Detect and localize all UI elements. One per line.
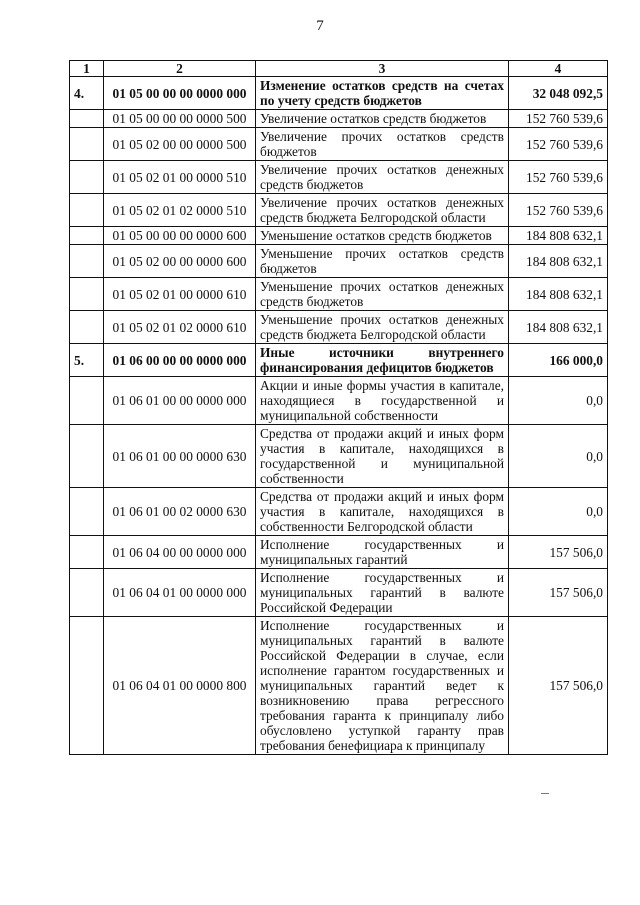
table-row <box>70 128 608 161</box>
budget-code-cell: 01 05 02 01 02 0000 610 <box>104 311 256 344</box>
source-name-cell: Средства от продажи акций и иных форм участия в капитале, находящихся в государственной и муниципальной собственности <box>256 425 509 488</box>
row-number-cell <box>70 569 104 617</box>
header-col-4: 4 <box>509 61 608 77</box>
table-row <box>70 311 608 344</box>
budget-code-cell: 01 05 02 01 00 0000 510 <box>104 161 256 194</box>
table-row <box>70 377 608 425</box>
row-number-cell <box>70 110 104 128</box>
budget-code-cell: 01 06 00 00 00 0000 000 <box>104 344 256 377</box>
budget-sources-table <box>69 60 608 755</box>
table-header-row <box>70 61 608 77</box>
amount-cell: 184 808 632,1 <box>509 227 608 245</box>
table-row <box>70 161 608 194</box>
row-number-cell <box>70 278 104 311</box>
source-name-cell: Иные источники внутреннего финансирования дефицитов бюджетов <box>256 344 509 377</box>
budget-code-cell: 01 05 02 01 00 0000 610 <box>104 278 256 311</box>
header-col-3: 3 <box>256 61 509 77</box>
amount-cell: 157 506,0 <box>509 617 608 755</box>
amount-cell: 32 048 092,5 <box>509 77 608 110</box>
table-row <box>70 77 608 110</box>
amount-cell: 0,0 <box>509 425 608 488</box>
amount-cell: 0,0 <box>509 377 608 425</box>
amount-cell: 0,0 <box>509 488 608 536</box>
budget-code-cell: 01 06 04 00 00 0000 000 <box>104 536 256 569</box>
table-row <box>70 194 608 227</box>
amount-cell: 152 760 539,6 <box>509 161 608 194</box>
budget-code-cell: 01 06 01 00 00 0000 000 <box>104 377 256 425</box>
source-name-cell: Уменьшение прочих остатков денежных средств бюджета Белгородской области <box>256 311 509 344</box>
row-number-cell <box>70 377 104 425</box>
table-row <box>70 278 608 311</box>
source-name-cell: Увеличение прочих остатков средств бюджетов <box>256 128 509 161</box>
amount-cell: 152 760 539,6 <box>509 128 608 161</box>
source-name-cell: Уменьшение остатков средств бюджетов <box>256 227 509 245</box>
table-row <box>70 488 608 536</box>
scan-mark <box>541 793 549 794</box>
row-number-cell <box>70 425 104 488</box>
row-number-cell: 5. <box>70 344 104 377</box>
row-number-cell <box>70 161 104 194</box>
budget-code-cell: 01 05 00 00 00 0000 500 <box>104 110 256 128</box>
source-name-cell: Акции и иные формы участия в капитале, находящиеся в государственной и муниципальной собственности <box>256 377 509 425</box>
amount-cell: 184 808 632,1 <box>509 311 608 344</box>
row-number-cell <box>70 617 104 755</box>
budget-code-cell: 01 06 04 01 00 0000 800 <box>104 617 256 755</box>
row-number-cell <box>70 488 104 536</box>
source-name-cell: Исполнение государственных и муниципальных гарантий в валюте Российской Федерации <box>256 569 509 617</box>
budget-code-cell: 01 05 02 00 00 0000 500 <box>104 128 256 161</box>
row-number-cell <box>70 311 104 344</box>
source-name-cell: Уменьшение прочих остатков денежных средств бюджетов <box>256 278 509 311</box>
table-row <box>70 245 608 278</box>
amount-cell: 184 808 632,1 <box>509 245 608 278</box>
table-row <box>70 425 608 488</box>
header-col-2: 2 <box>104 61 256 77</box>
source-name-cell: Увеличение прочих остатков денежных средств бюджетов <box>256 161 509 194</box>
source-name-cell: Увеличение прочих остатков денежных средств бюджета Белгородской области <box>256 194 509 227</box>
page-number: 7 <box>316 18 324 34</box>
amount-cell: 184 808 632,1 <box>509 278 608 311</box>
budget-code-cell: 01 06 01 00 00 0000 630 <box>104 425 256 488</box>
budget-code-cell: 01 05 02 01 02 0000 510 <box>104 194 256 227</box>
table-row <box>70 617 608 755</box>
budget-code-cell: 01 05 00 00 00 0000 600 <box>104 227 256 245</box>
row-number-cell <box>70 227 104 245</box>
budget-code-cell: 01 06 04 01 00 0000 000 <box>104 569 256 617</box>
table-row <box>70 227 608 245</box>
table-row <box>70 344 608 377</box>
amount-cell: 152 760 539,6 <box>509 110 608 128</box>
budget-code-cell: 01 05 02 00 00 0000 600 <box>104 245 256 278</box>
source-name-cell: Уменьшение прочих остатков средств бюджетов <box>256 245 509 278</box>
row-number-cell <box>70 194 104 227</box>
table-row <box>70 536 608 569</box>
table-row <box>70 110 608 128</box>
amount-cell: 157 506,0 <box>509 569 608 617</box>
source-name-cell: Изменение остатков средств на счетах по учету средств бюджетов <box>256 77 509 110</box>
row-number-cell: 4. <box>70 77 104 110</box>
amount-cell: 157 506,0 <box>509 536 608 569</box>
source-name-cell: Увеличение остатков средств бюджетов <box>256 110 509 128</box>
header-col-1: 1 <box>70 61 104 77</box>
row-number-cell <box>70 245 104 278</box>
source-name-cell: Средства от продажи акций и иных форм участия в капитале, находящихся в собственности Белгородской области <box>256 488 509 536</box>
budget-code-cell: 01 06 01 00 02 0000 630 <box>104 488 256 536</box>
amount-cell: 166 000,0 <box>509 344 608 377</box>
source-name-cell: Исполнение государственных и муниципальных гарантий <box>256 536 509 569</box>
row-number-cell <box>70 536 104 569</box>
budget-code-cell: 01 05 00 00 00 0000 000 <box>104 77 256 110</box>
source-name-cell: Исполнение государственных и муниципальных гарантий в валюте Российской Федерации в случае, если исполнение гарантом государственных и муниципальных гарантий ведет к возникновению права регрессного требования гаранта к принципалу либо обусловлено уступкой гаранту прав требования бенефициара к принципалу <box>256 617 509 755</box>
row-number-cell <box>70 128 104 161</box>
amount-cell: 152 760 539,6 <box>509 194 608 227</box>
table-row <box>70 569 608 617</box>
